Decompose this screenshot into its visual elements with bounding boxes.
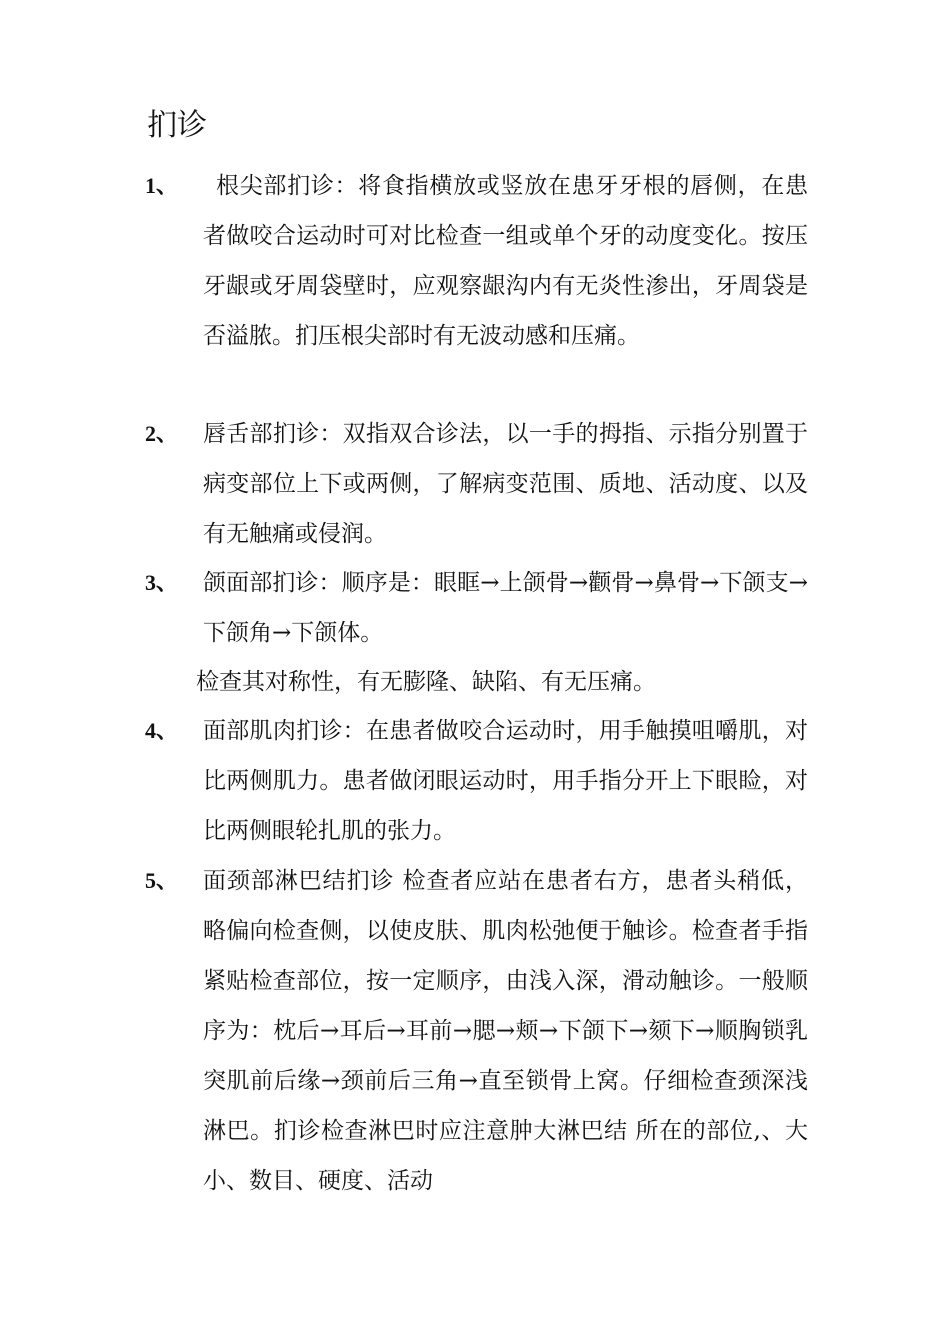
page-title: 扪诊 <box>147 108 207 143</box>
item-number: 1、 <box>145 173 179 198</box>
item-text: 面部肌肉扪诊：在患者做咬合运动时，用手触摸咀嚼肌，对比两侧肌力。患者做闭眼运动时，用手指分开上下眼睑，对比两侧眼轮扎肌的张力。 <box>203 718 808 844</box>
item-text: 唇舌部扪诊：双指双合诊法，以一手的拇指、示指分别置于病变部位上下或两侧，了解病变范围、质地、活动度、以及有无触痛或侵润。 <box>203 421 808 547</box>
item-text: 面颈部淋巴结扪诊 检查者应站在患者右方，患者头稍低，略偏向检查侧，以使皮肤、肌肉松弛便于触诊。检查者手指紧贴检查部位，按一定顺序，由浅入深，滑动触诊。一般顺序为：枕后→耳后→耳前→腮→颊→下颌下→颏下→顺胸锁乳突肌前后缘→颈前后三角→直至锁骨上窝。仔细检查颈深浅淋巴。扪诊检查淋巴时应注意肿大淋巴结 所在的部位,、大小、数目、硬度、活动 <box>203 868 808 1194</box>
item-number: 5、 <box>145 868 179 893</box>
item-number: 4、 <box>145 718 179 743</box>
item-number: 3、 <box>145 570 179 595</box>
item-text: 根尖部扪诊：将食指横放或竖放在患牙牙根的唇侧，在患者做咬合运动时可对比检查一组或单个牙的动度变化。按压牙龈或牙周袋壁时，应观察龈沟内有无炎性渗出，牙周袋是否溢脓。扪压根尖部时有无波动感和压痛。 <box>203 173 808 349</box>
item-note: 检查其对称性，有无膨隆、缺陷、有无压痛。 <box>196 669 656 695</box>
item-number: 2、 <box>145 421 179 446</box>
item-text: 颌面部扪诊：顺序是：眼眶→上颌骨→颧骨→鼻骨→下颌支→下颌角→下颌体。 <box>203 570 808 646</box>
